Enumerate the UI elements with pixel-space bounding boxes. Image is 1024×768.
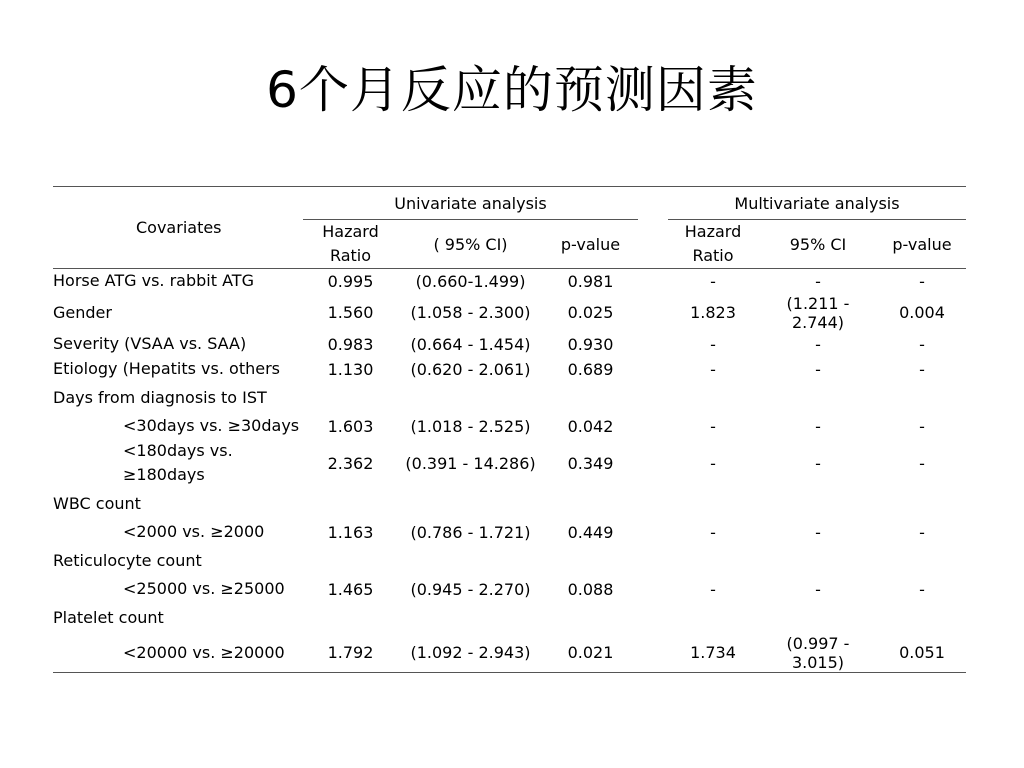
- cell-multi-ci: [758, 602, 878, 634]
- cell-multi-ci: -: [815, 579, 821, 599]
- cell-uni-p: 0.349: [567, 453, 614, 473]
- cell-multi-hr: [668, 488, 758, 520]
- spacer-cell: [638, 545, 668, 577]
- spacer-cell: [638, 634, 668, 673]
- table-row: [53, 602, 966, 634]
- table-row: [53, 545, 966, 577]
- row-label: Platelet count: [53, 607, 164, 627]
- cell-multi-p: -: [919, 522, 925, 542]
- slide-title: 6个月反应的预测因素: [266, 61, 758, 119]
- cell-multi-p: 0.004: [899, 303, 945, 322]
- row-label: <25000 vs. ≥25000: [123, 579, 285, 598]
- cell-uni-hr: 1.130: [327, 359, 374, 379]
- header-multi-ci: 95% CI: [789, 234, 847, 254]
- cell-multi-hr: -: [710, 522, 716, 542]
- table-row: [53, 294, 966, 332]
- header-multi-p: p-value: [892, 234, 952, 254]
- cell-multi-p: -: [919, 579, 925, 599]
- cell-multi-p: -: [919, 359, 925, 379]
- cell-uni-hr: [303, 602, 398, 634]
- cell-multi-ci: (1.211 - 2.744): [786, 293, 850, 332]
- cell-uni-ci: [398, 602, 543, 634]
- row-label: <30days vs. ≥30days: [123, 416, 300, 435]
- table-row: [53, 577, 966, 602]
- cell-uni-p: 0.021: [567, 643, 614, 662]
- cell-uni-hr: 0.995: [327, 271, 374, 291]
- header-multi-hr: Hazard Ratio: [684, 222, 742, 265]
- cell-uni-hr: 1.603: [327, 416, 374, 436]
- cell-uni-p: 0.689: [567, 359, 614, 379]
- cell-multi-hr: -: [710, 416, 716, 436]
- row-label: Etiology (Hepatits vs. others: [53, 359, 280, 378]
- cell-multi-hr: [668, 382, 758, 414]
- cell-uni-ci: (0.660-1.499): [415, 271, 526, 291]
- cell-multi-hr: 1.734: [690, 643, 736, 662]
- cell-multi-hr: -: [710, 334, 716, 354]
- table-row: [53, 357, 966, 382]
- table-row: [53, 488, 966, 520]
- cell-uni-ci: (0.945 - 2.270): [410, 579, 531, 599]
- row-label: Gender: [53, 302, 112, 322]
- cell-multi-ci: -: [815, 453, 821, 473]
- row-label: Horse ATG vs. rabbit ATG: [53, 271, 254, 291]
- cell-uni-p: 0.981: [567, 271, 614, 291]
- cell-multi-hr: [668, 602, 758, 634]
- cell-multi-ci: [758, 488, 878, 520]
- cell-multi-p: -: [919, 453, 925, 473]
- spacer-cell: [638, 439, 668, 488]
- row-label: WBC count: [53, 493, 141, 513]
- cell-multi-p: -: [919, 334, 925, 354]
- header-uni-hr: Hazard Ratio: [322, 222, 379, 265]
- cell-uni-p: [543, 602, 638, 634]
- cell-multi-hr: -: [710, 359, 716, 379]
- cell-multi-hr: -: [710, 453, 716, 473]
- cell-multi-p: [878, 488, 966, 520]
- cell-multi-p: -: [919, 416, 925, 436]
- cell-uni-hr: [303, 545, 398, 577]
- cell-uni-p: [543, 545, 638, 577]
- cell-multi-ci: -: [815, 522, 821, 542]
- cell-uni-hr: 0.983: [327, 334, 374, 354]
- cell-uni-ci: (1.058 - 2.300): [410, 303, 531, 322]
- cell-uni-ci: (1.092 - 2.943): [410, 643, 531, 662]
- cell-multi-ci: [758, 545, 878, 577]
- cell-multi-hr: 1.823: [690, 303, 736, 322]
- cell-multi-p: [878, 545, 966, 577]
- cell-multi-ci: -: [815, 359, 821, 379]
- table-row: [53, 382, 966, 414]
- cell-multi-ci: -: [815, 271, 821, 291]
- cell-multi-p: [878, 602, 966, 634]
- hazard-ratio-table: [53, 186, 966, 673]
- cell-multi-hr: -: [710, 579, 716, 599]
- header-covariates: Covariates: [136, 218, 222, 237]
- spacer-cell: [638, 382, 668, 414]
- spacer-cell: [638, 488, 668, 520]
- spacer-cell: [638, 602, 668, 634]
- table-row: [53, 414, 966, 439]
- row-label: Severity (VSAA vs. SAA): [53, 334, 247, 353]
- cell-uni-p: 0.042: [567, 416, 614, 436]
- spacer-cell: [638, 294, 668, 332]
- row-label: <2000 vs. ≥2000: [123, 522, 265, 541]
- cell-multi-hr: -: [710, 271, 716, 291]
- cell-uni-hr: 2.362: [327, 453, 374, 473]
- cell-uni-ci: (1.018 - 2.525): [410, 416, 531, 436]
- cell-multi-p: [878, 382, 966, 414]
- cell-multi-p: 0.051: [899, 643, 945, 662]
- spacer-cell: [638, 357, 668, 382]
- header-uni-ci: ( 95% CI): [433, 234, 508, 254]
- table-row: [53, 439, 966, 488]
- header-multivariate: Multivariate analysis: [668, 187, 966, 220]
- row-label: Reticulocyte count: [53, 550, 202, 570]
- cell-uni-hr: 1.163: [327, 522, 374, 542]
- row-label: <180days vs. ≥180days: [123, 441, 233, 484]
- cell-multi-ci: (0.997 - 3.015): [786, 633, 850, 672]
- cell-multi-ci: -: [815, 416, 821, 436]
- table-row: [53, 520, 966, 545]
- cell-uni-p: [543, 488, 638, 520]
- cell-uni-p: 0.930: [567, 334, 614, 354]
- spacer-cell: [638, 269, 668, 294]
- table-row: [53, 269, 966, 294]
- spacer-cell: [638, 414, 668, 439]
- cell-uni-ci: (0.620 - 2.061): [410, 359, 531, 379]
- cell-uni-p: 0.025: [567, 303, 614, 322]
- row-label: Days from diagnosis to IST: [53, 387, 267, 407]
- spacer-cell: [638, 332, 668, 357]
- cell-uni-ci: [398, 545, 543, 577]
- cell-uni-p: 0.088: [567, 579, 614, 599]
- header-uni-p: p-value: [560, 234, 621, 254]
- row-label: <20000 vs. ≥20000: [123, 642, 285, 662]
- cell-multi-p: -: [919, 271, 925, 291]
- spacer-cell: [638, 577, 668, 602]
- cell-uni-ci: (0.786 - 1.721): [410, 522, 531, 542]
- cell-uni-hr: 1.792: [327, 643, 374, 662]
- cell-uni-p: 0.449: [567, 522, 614, 542]
- spacer-cell: [638, 520, 668, 545]
- cell-uni-ci: (0.664 - 1.454): [410, 334, 531, 354]
- cell-uni-ci: [398, 488, 543, 520]
- table-row: [53, 332, 966, 357]
- cell-multi-ci: -: [815, 334, 821, 354]
- header-univariate: Univariate analysis: [303, 187, 638, 220]
- cell-uni-ci: [398, 382, 543, 414]
- cell-uni-hr: 1.465: [327, 579, 374, 599]
- cell-uni-ci: (0.391 - 14.286): [405, 453, 536, 473]
- cell-uni-p: [543, 382, 638, 414]
- cell-multi-hr: [668, 545, 758, 577]
- cell-uni-hr: [303, 488, 398, 520]
- cell-uni-hr: 1.560: [327, 303, 374, 322]
- cell-uni-hr: [303, 382, 398, 414]
- table-row: [53, 634, 966, 673]
- cell-multi-ci: [758, 382, 878, 414]
